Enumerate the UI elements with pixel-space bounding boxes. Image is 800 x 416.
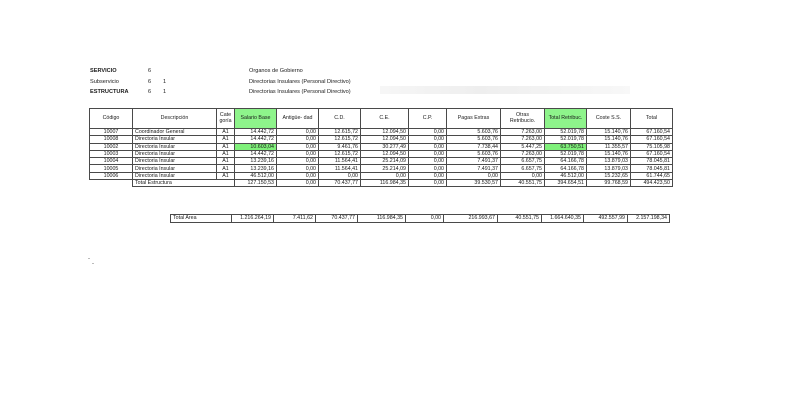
- row-description: Directoria Insular: [133, 172, 217, 179]
- total-estructura-value: 39.530,57: [447, 180, 501, 187]
- row-value: 67.160,54: [631, 136, 673, 143]
- row-value: 0,00: [409, 158, 447, 165]
- row-description: Directoria Insular: [133, 150, 217, 157]
- row-value: 5.447,25: [501, 143, 545, 150]
- col-header-cd: C.D.: [319, 109, 361, 129]
- row-value: 12.094,50: [361, 136, 409, 143]
- table-row: [90, 172, 673, 179]
- servicio-name: Organos de Gobierno: [249, 68, 303, 74]
- col-header-categoria: Cate goría: [217, 109, 235, 129]
- row-code: 10002: [90, 143, 133, 150]
- row-value: 0,00: [501, 172, 545, 179]
- total-area-value: 116.984,35: [358, 215, 406, 223]
- subservicio-label: Subservicio: [90, 79, 119, 85]
- row-value: 7.491,37: [447, 165, 501, 172]
- col-header-otras-retribuciones: Otras Retribucio.: [501, 109, 545, 129]
- table-row: [90, 136, 673, 143]
- row-value: 7.738,44: [447, 143, 501, 150]
- estructura-code-a: 6: [148, 89, 152, 95]
- row-value: 15.140,76: [587, 150, 631, 157]
- row-value: 13.879,03: [587, 165, 631, 172]
- row-value: 0,00: [277, 150, 319, 157]
- row-value: 12.615,72: [319, 150, 361, 157]
- row-description: Directoria Insular: [133, 165, 217, 172]
- total-area-value: 70.437,77: [316, 215, 358, 223]
- col-header-antiguedad: Antigüe- dad: [277, 109, 319, 129]
- table-row: [90, 158, 673, 165]
- row-value: 5.603,76: [447, 129, 501, 136]
- row-category: A1: [217, 150, 235, 157]
- scan-speck: [88, 258, 90, 259]
- scan-speck: [92, 263, 94, 264]
- col-header-descripcion: Descripción: [133, 109, 217, 129]
- estructura-code-b: 1: [163, 89, 167, 95]
- row-value: 14.442,72: [235, 129, 277, 136]
- total-area-value: 1.216.264,19: [232, 215, 274, 223]
- row-description: Directoria Insular: [133, 136, 217, 143]
- table-row: [90, 129, 673, 136]
- table-row: [90, 143, 673, 150]
- total-area-value: 216.993,67: [444, 215, 498, 223]
- row-description: Directoria Insular: [133, 143, 217, 150]
- total-estructura-value: 40.551,75: [501, 180, 545, 187]
- table-row: [90, 150, 673, 157]
- row-value: 0,00: [409, 165, 447, 172]
- row-value: 52.019,78: [545, 136, 587, 143]
- row-value: 15.232,65: [587, 172, 631, 179]
- subservicio-code-a: 6: [148, 79, 152, 85]
- row-value: 52.019,78: [545, 129, 587, 136]
- row-category: A1: [217, 172, 235, 179]
- row-value: 6.657,75: [501, 165, 545, 172]
- subservicio-code-b: 1: [163, 79, 167, 85]
- col-header-pagas-extras: Pagas Extras: [447, 109, 501, 129]
- row-value: 0,00: [447, 172, 501, 179]
- row-category: A1: [217, 143, 235, 150]
- row-value: 11.564,41: [319, 165, 361, 172]
- row-value: 13.879,03: [587, 158, 631, 165]
- col-header-total: Total: [631, 109, 673, 129]
- row-value: 0,00: [277, 143, 319, 150]
- row-value: 5.603,76: [447, 136, 501, 143]
- total-estructura-value: 116.984,35: [361, 180, 409, 187]
- col-header-ce: C.E.: [361, 109, 409, 129]
- row-value: 0,00: [277, 165, 319, 172]
- total-area-value: 2.157.198,34: [628, 215, 670, 223]
- scan-artifact: [380, 86, 630, 94]
- row-value: 0,00: [409, 136, 447, 143]
- table-header-row: [90, 109, 673, 129]
- row-category: A1: [217, 165, 235, 172]
- row-value: 0,00: [409, 172, 447, 179]
- row-value: 52.019,78: [545, 150, 587, 157]
- row-value: 0,00: [277, 172, 319, 179]
- row-value: 0,00: [409, 129, 447, 136]
- row-value: 67.160,54: [631, 150, 673, 157]
- subservicio-name: Directorias Insulares (Personal Directivo): [249, 79, 351, 85]
- row-value: 10.603,04: [235, 143, 277, 150]
- total-area-label: Total Area: [171, 215, 232, 223]
- row-value: 7.263,00: [501, 150, 545, 157]
- col-header-coste-ss: Coste S.S.: [587, 109, 631, 129]
- row-value: 46.512,00: [235, 172, 277, 179]
- row-value: 64.166,78: [545, 165, 587, 172]
- row-value: 0,00: [409, 150, 447, 157]
- row-value: 11.564,41: [319, 158, 361, 165]
- row-value: 63.750,51: [545, 143, 587, 150]
- row-value: 0,00: [361, 172, 409, 179]
- total-estructura-label: Total Estructura: [133, 180, 235, 187]
- row-value: 5.603,76: [447, 150, 501, 157]
- estructura-label: ESTRUCTURA: [90, 89, 129, 95]
- row-value: 7.263,00: [501, 129, 545, 136]
- row-value: 12.094,50: [361, 129, 409, 136]
- row-value: 64.166,78: [545, 158, 587, 165]
- structure-table: [89, 108, 673, 187]
- row-value: 11.355,57: [587, 143, 631, 150]
- total-estructura-spacer: [90, 180, 133, 187]
- row-value: 0,00: [409, 143, 447, 150]
- row-value: 15.140,76: [587, 136, 631, 143]
- total-area-value: 1.664.640,35: [542, 215, 584, 223]
- row-code: 10007: [90, 129, 133, 136]
- row-value: 12.094,50: [361, 150, 409, 157]
- row-code: 10005: [90, 165, 133, 172]
- row-value: 7.491,37: [447, 158, 501, 165]
- row-value: 13.239,16: [235, 158, 277, 165]
- row-value: 0,00: [277, 158, 319, 165]
- total-estructura-value: 394.654,51: [545, 180, 587, 187]
- estructura-name: Directorias Insulares (Personal Directivo): [249, 89, 351, 95]
- row-value: 78.045,81: [631, 158, 673, 165]
- row-value: 12.615,72: [319, 136, 361, 143]
- row-value: 75.105,98: [631, 143, 673, 150]
- row-category: A1: [217, 136, 235, 143]
- total-estructura-value: 127.150,53: [235, 180, 277, 187]
- row-value: 61.744,65: [631, 172, 673, 179]
- total-estructura-row: [90, 180, 673, 187]
- row-value: 46.512,00: [545, 172, 587, 179]
- row-code: 10003: [90, 150, 133, 157]
- row-category: A1: [217, 158, 235, 165]
- row-code: 10006: [90, 172, 133, 179]
- table-row: [90, 165, 673, 172]
- row-value: 15.140,76: [587, 129, 631, 136]
- row-value: 6.657,75: [501, 158, 545, 165]
- row-value: 14.442,72: [235, 150, 277, 157]
- col-header-salario-base: Salario Base: [235, 109, 277, 129]
- row-value: 9.461,76: [319, 143, 361, 150]
- row-value: 0,00: [319, 172, 361, 179]
- row-description: Coordinador General: [133, 129, 217, 136]
- row-category: A1: [217, 129, 235, 136]
- total-area-value: 0,00: [406, 215, 444, 223]
- total-area-row: [171, 215, 670, 223]
- row-description: Directoria Insular: [133, 158, 217, 165]
- total-estructura-value: 494.423,50: [631, 180, 673, 187]
- col-header-codigo: Código: [90, 109, 133, 129]
- row-value: 13.239,16: [235, 165, 277, 172]
- row-code: 10004: [90, 158, 133, 165]
- row-value: 30.277,49: [361, 143, 409, 150]
- row-value: 25.214,09: [361, 165, 409, 172]
- row-value: 14.442,72: [235, 136, 277, 143]
- col-header-total-retribuciones: Total Retribuc.: [545, 109, 587, 129]
- total-estructura-value: 0,00: [409, 180, 447, 187]
- row-value: 0,00: [277, 136, 319, 143]
- total-estructura-value: 70.437,77: [319, 180, 361, 187]
- col-header-cp: C.P.: [409, 109, 447, 129]
- servicio-code: 6: [148, 68, 152, 74]
- total-area-value: 7.411,62: [274, 215, 316, 223]
- total-estructura-value: 99.768,59: [587, 180, 631, 187]
- total-area-value: 40.551,75: [498, 215, 542, 223]
- total-area-value: 492.557,99: [584, 215, 628, 223]
- row-value: 67.160,54: [631, 129, 673, 136]
- row-value: 25.214,09: [361, 158, 409, 165]
- row-value: 12.615,72: [319, 129, 361, 136]
- servicio-label: SERVICIO: [90, 68, 117, 74]
- total-area-table: [170, 214, 670, 223]
- row-value: 0,00: [277, 129, 319, 136]
- row-code: 10008: [90, 136, 133, 143]
- total-estructura-value: 0,00: [277, 180, 319, 187]
- row-value: 78.045,81: [631, 165, 673, 172]
- row-value: 7.263,00: [501, 136, 545, 143]
